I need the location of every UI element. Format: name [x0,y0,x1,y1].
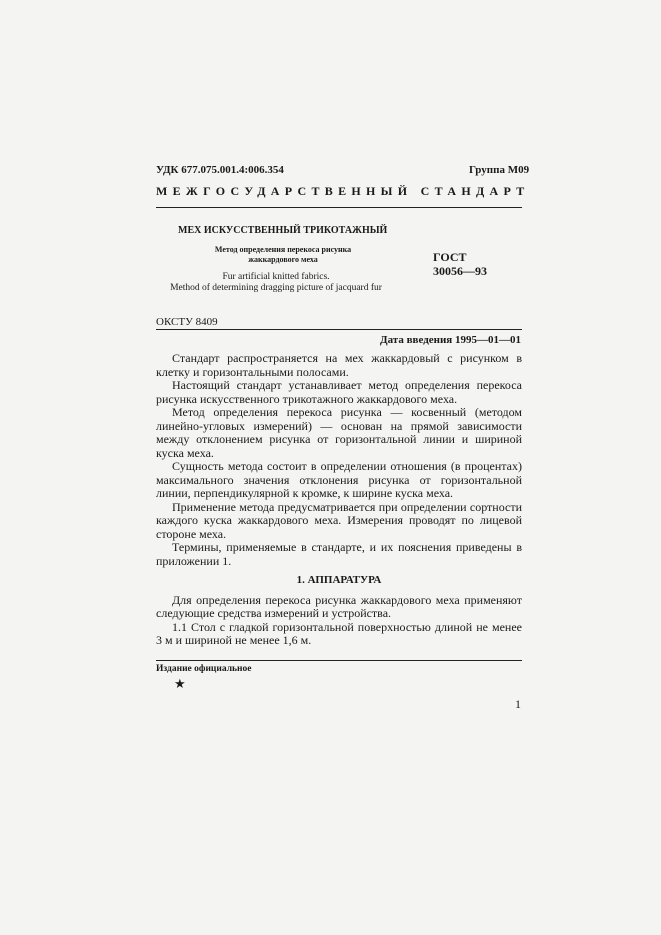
paragraph: Метод определения перекоса рисунка — косвенный (методом линейно-угловых измерений) — основан на прямой зависимости между отклонением рисунка от горизонтальной линии и шириной куска меха. [156,405,522,460]
section-heading: 1. АППАРАТУРА [296,574,382,586]
standard-type-heading: МЕЖГОСУДАРСТВЕННЫЙ СТАНДАРТ [156,184,530,198]
english-title-line-2: Method of determining dragging picture of jacquard fur [170,283,382,293]
subtitle-line-1: Метод определения перекоса рисунка [214,245,352,254]
introduction-date: Дата введения 1995—01—01 [380,334,522,346]
document-title: МЕХ ИСКУССТВЕННЫЙ ТРИКОТАЖНЫЙ [178,225,388,236]
section-intro: Для определения перекоса рисунка жаккардового меха применяют следующие средства измерений и устройства. [156,592,522,620]
okstu-code: ОКСТУ 8409 [156,316,218,328]
footer-divider [156,660,522,661]
gost-label: ГОСТ [433,250,467,264]
paragraph: Стандарт распространяется на мех жаккардовый с рисунком в клетку и горизонтальными полосами. [156,351,522,379]
official-edition-label: Издание официальное [156,664,252,674]
gost-designation [433,250,487,278]
subtitle-line-2: жаккардового меха [248,255,318,264]
gost-number: 30056—93 [433,264,487,278]
section-item: 1.1 Стол с гладкой горизонтальной поверхностью длиной не менее 3 м и шириной не менее 1,6 м. [156,619,522,647]
paragraph: Настоящий стандарт устанавливает метод определения перекоса рисунка искусственного трикотажного жаккардового меха. [156,378,522,406]
paragraph: Термины, применяемые в стандарте, и их пояснения приведены в приложении 1. [156,540,522,568]
english-title-line-1: Fur artificial knitted fabrics. [222,272,330,282]
star-icon: ★ [174,676,186,691]
okstu-divider [156,329,522,330]
paragraph: Сущность метода состоит в определении отношения (в процентах) максимального значения отклонения рисунка от горизонтальной линии, перпендикулярной к кромке, к ширине куска меха. [156,459,522,500]
english-title [164,272,388,294]
page-number: 1 [515,697,521,711]
header-divider [156,207,522,208]
group-code: Группа М09 [469,164,530,176]
document-subtitle [198,245,368,265]
document-body [156,352,522,648]
udk-code: УДК 677.075.001.4:006.354 [156,164,284,176]
paragraph: Применение метода предусматривается при определении сортности каждого куска жаккардового меха. Измерения проводят по лицевой стороне меха. [156,499,522,541]
